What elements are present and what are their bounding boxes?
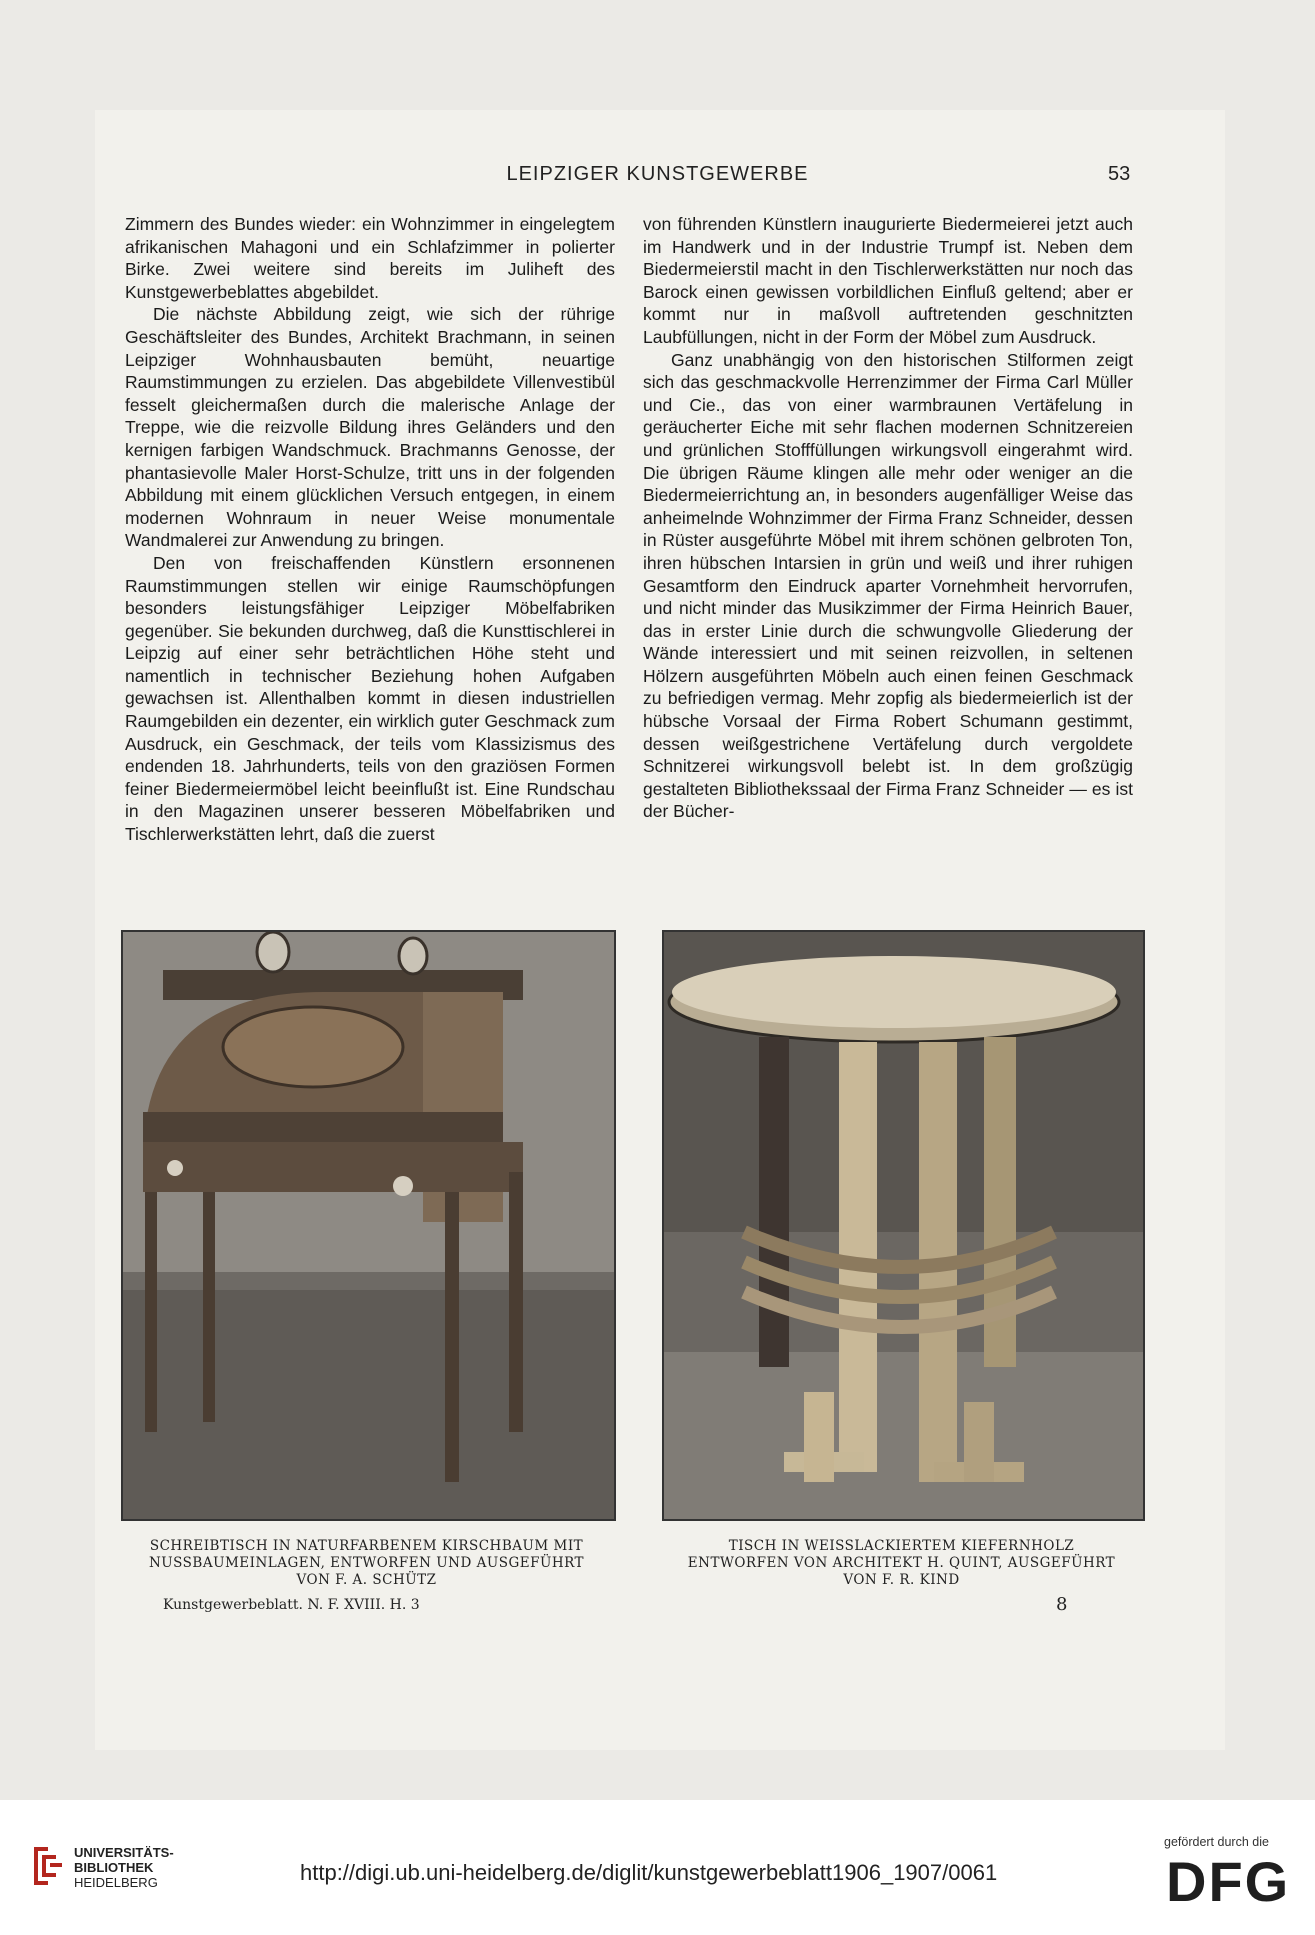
caption-line: ENTWORFEN VON ARCHITEKT H. QUINT, AUSGEFÜHRT bbox=[687, 1555, 1116, 1571]
permalink-url[interactable]: http://digi.ub.uni-heidelberg.de/diglit/kunstgewerbeblatt1906_1907/0061 bbox=[300, 1860, 998, 1885]
caption-line: VON F. R. KIND bbox=[843, 1572, 960, 1588]
library-name-line: HEIDELBERG bbox=[74, 1875, 158, 1890]
text-column-left bbox=[125, 213, 615, 846]
paragraph: von führenden Künstlern inaugurierte Biedermeierei jetzt auch im Handwerk und in der Industrie Trumpf ist. Neben dem Biedermeierstil macht in den Tischlerwerkstätten nur noch das Barock einen gewissen vorbildlichen Einfluß geltend; aber er kommt nur in maßvoll auftretenden geschnitzten Laubfüllungen, nicht in der Form der Möbel zum Ausdruck. bbox=[643, 214, 1133, 347]
caption-line: SCHREIBTISCH IN NATURFARBENEM KIRSCHBAUM MIT bbox=[149, 1538, 584, 1554]
dfg-logo[interactable]: DFG bbox=[1166, 1850, 1291, 1913]
university-library-logo-icon[interactable] bbox=[30, 1843, 66, 1889]
sponsor-text: gefördert durch die bbox=[1164, 1835, 1269, 1849]
sheet-number: 8 bbox=[1056, 1594, 1068, 1615]
paragraph: Zimmern des Bundes wieder: ein Wohnzimmer in eingelegtem afrikanischen Mahagoni und ein Schlafzimmer in polierter Birke. Zwei weitere sind bereits im Juliheft des Kunstgewerbeblattes abgebildet. bbox=[125, 214, 615, 302]
paragraph: Den von freischaffenden Künstlern ersonnenen Raumstimmungen stellen wir einige Raumschöpfungen besonders leistungsfähiger Leipziger Möbelfabriken gegenüber. Sie bekunden durchweg, daß die Kunsttischlerei in Leipzig auf einer sehr beträchtlichen Höhe steht und namentlich in technischer Beziehung hohen Aufgaben gewachsen ist. Allenthalben kommt in diesen industriellen Raumgebilden ein dezenter, ein wirklich guter Geschmack zum Ausdruck, ein Geschmack, der teils vom Klassizismus des endenden 18. Jahrhunderts, teils von den graziösen Formen feiner Biedermeiermöbel leicht beeinflußt ist. Eine Rundschau in den Magazinen unserer besseren Möbelfabriken und Tischlerwerkstätten lehrt, daß die zuerst bbox=[125, 552, 615, 845]
page-number: 53 bbox=[1108, 163, 1131, 185]
caption-line: NUSSBAUMEINLAGEN, ENTWORFEN UND AUSGEFÜHRT bbox=[148, 1555, 585, 1571]
caption-writing-desk bbox=[121, 1538, 612, 1589]
running-header: LEIPZIGER KUNSTGEWERBE bbox=[506, 163, 809, 185]
caption-line: TISCH IN WEISSLACKIERTEM KIEFERNHOLZ bbox=[728, 1538, 1075, 1554]
caption-line: VON F. A. SCHÜTZ bbox=[296, 1572, 437, 1588]
writing-desk-illustration bbox=[123, 932, 614, 1519]
library-name[interactable] bbox=[74, 1845, 174, 1890]
library-name-line: BIBLIOTHEK bbox=[74, 1860, 154, 1875]
library-name-line: UNIVERSITÄTS- bbox=[74, 1845, 174, 1860]
round-table-illustration bbox=[664, 932, 1143, 1519]
journal-signature: Kunstgewerbeblatt. N. F. XVIII. H. 3 bbox=[163, 1597, 420, 1613]
paragraph: Die nächste Abbildung zeigt, wie sich der rührige Geschäftsleiter des Bundes, Architekt Brachmann, in seinen Leipziger Wohnhausbauten bemüht, neuartige Raumstimmungen zu erzielen. Das abgebildete Villenvestibül fesselt gleichermaßen durch die malerische Anlage der Treppe, wie die reizvolle Bildung ihres Geländers und den kernigen farbigen Wandschmuck. Brachmanns Genosse, der phantasievolle Maler Horst-Schulze, tritt uns in der folgenden Abbildung mit einem glücklichen Versuch entgegen, in einem modernen Wohnraum in neuer Weise monumentale Wandmalerei zur Anwendung zu bringen. bbox=[125, 304, 615, 551]
photo-round-table bbox=[662, 930, 1145, 1521]
text-column-right bbox=[643, 213, 1133, 823]
paragraph: Ganz unabhängig von den historischen Stilformen zeigt sich das geschmackvolle Herrenzimmer der Firma Carl Müller und Cie., das von einer warmbraunen Vertäfelung in geräucherter Eiche mit sehr flachen modernen Schnitzereien und grünlichen Stofffüllungen wirkungsvoll eingerahmt wird. Die übrigen Räume klingen alle mehr oder weniger an die Biedermeierrichtung an, in besonders augenfälliger Weise das anheimelnde Wohnzimmer der Firma Franz Schneider, dessen in Rüster ausgeführte Möbel mit ihrem schönen gelbroten Ton, ihren hübschen Intarsien in grün und weiß und ihrer ruhigen Gesamtform den Eindruck aparter Vornehmheit hervorrufen, und nicht minder das Musikzimmer der Firma Heinrich Bauer, das in erster Linie durch die schwungvolle Gliederung der Wände interessiert und mit seinen reizvollen, in seltenen Hölzern ausgeführten Möbeln auch einen feinen Geschmack zu befriedigen vermag. Mehr zopfig als biedermeierlich ist der hübsche Vorsaal der Firma Robert Schumann gestimmt, dessen weißgestrichene Vertäfelung durch vergoldete Schnitzerei wirkungsvoll belebt ist. In dem großzügig gestalteten Bibliothekssaal der Firma Franz Schneider — es ist der Bücher- bbox=[643, 349, 1133, 822]
caption-round-table bbox=[662, 1538, 1141, 1589]
photo-writing-desk bbox=[121, 930, 616, 1521]
